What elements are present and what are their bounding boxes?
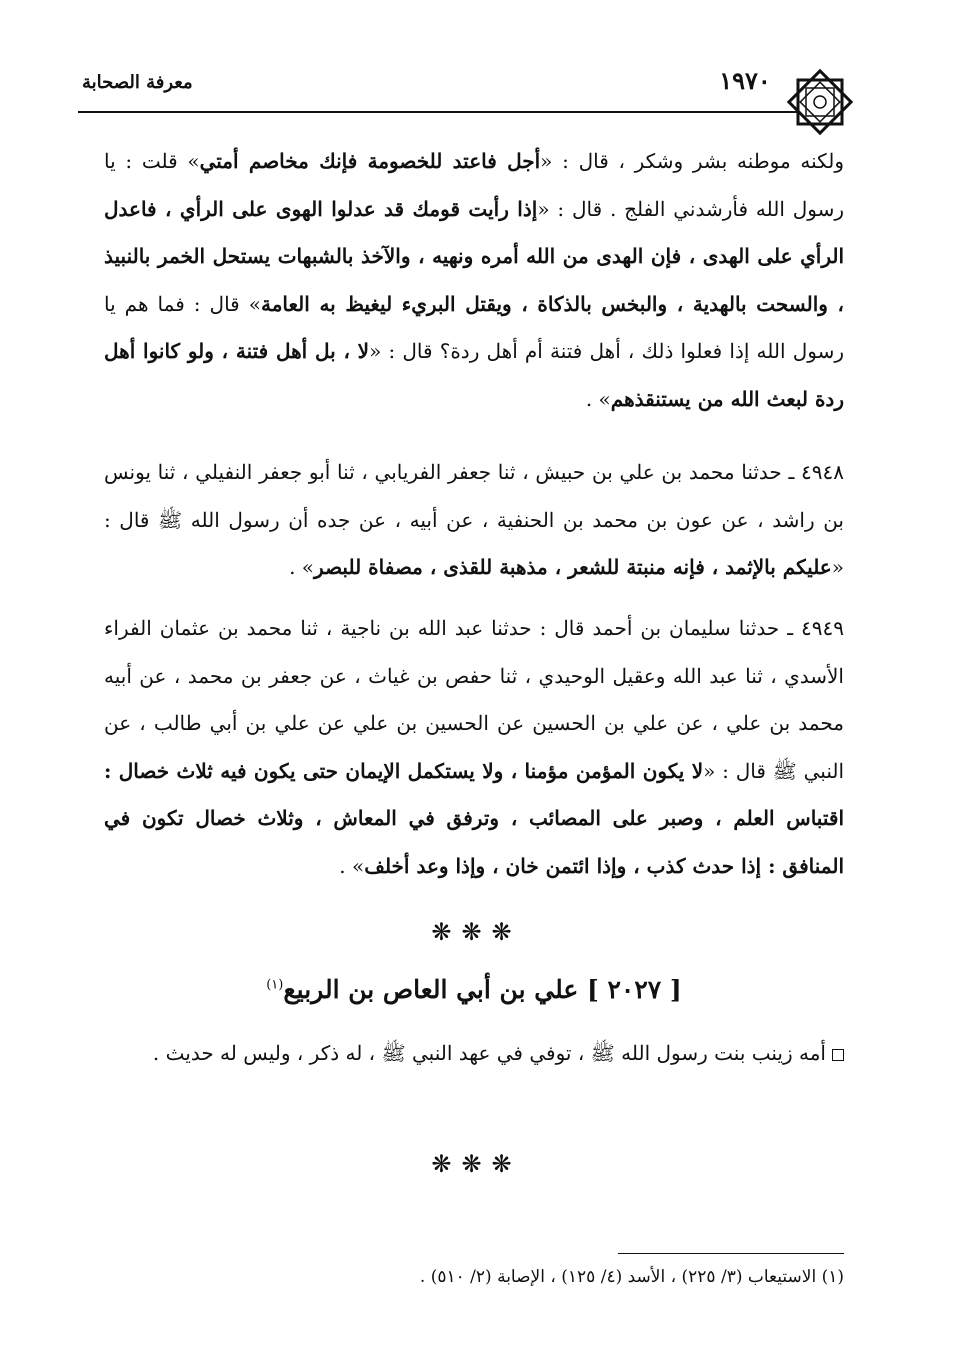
quote-bold: لا ، بل أهل فتنة ، ولو كانوا أهل ردة لبعث الله من يستنقذهم: [104, 339, 844, 411]
hadith-4949: [104, 605, 844, 890]
isnad-text: ٤٩٤٨ ـ حدثنا محمد بن علي بن حبيش ، ثنا جعفر الفريابي ، ثنا أبو جعفر النفيلي ، ثنا يونس بن راشد ، عن عون بن محمد بن الحنفية ، عن أبيه ، عن جده أن رسول الله ﷺ قال : «: [104, 460, 844, 579]
isnad-text: ٤٩٤٩ ـ حدثنا سليمان بن أحمد قال : حدثنا عبد الله بن ناجية ، ثنا محمد بن عثمان الفراء الأسدي ، ثنا عبد الله وعقيل الوحيدي ، ثنا حفص بن غياث ، عن جعفر بن محمد ، عن أبيه محمد بن علي ، عن علي بن الحسين عن الحسين بن علي عن علي بن أبي طالب ، عن النبي ﷺ قال : «: [104, 616, 845, 783]
text-run: » .: [585, 386, 611, 411]
matn-bold: عليكم بالإثمد ، فإنه منبتة للشعر ، مذهبة للقذى ، مصفاة للبصر: [314, 555, 832, 579]
text-run: » قال : فما هم يا رسول الله إذا فعلوا ذلك ، أهل فتنة أم أهل ردة؟ قال : «: [104, 291, 844, 363]
square-bullet-icon: [832, 1049, 844, 1061]
continuation-paragraph: [104, 138, 844, 423]
matn-bold: لا يكون المؤمن مؤمنا ، ولا يستكمل الإيمان حتى يكون فيه ثلاث خصال : اقتباس العلم ، وصبر على المصائب ، وترفق في المعاش ، وثلاث خصال تكون في المنافق : إذا حدث كذب ، وإذا ائتمن خان ، وإذا وعد أخلف: [104, 758, 844, 878]
text-run: » .: [339, 853, 365, 878]
text-run: » قلت : يا رسول الله فأرشدني الفلج . قال : «: [104, 149, 844, 221]
header-rule: [78, 111, 800, 113]
entry-title: [ ٢٠٢٧ ] علي بن أبي العاص بن الربيع: [283, 975, 682, 1004]
footnote: (١) الاستيعاب (٣/ ٢٢٥) ، الأسد (٤/ ١٢٥) ، الإصابة (٢/ ٥١٠) .: [419, 1267, 844, 1287]
section-separator: ❋❋❋: [431, 1150, 522, 1178]
footnote-rule: [618, 1253, 844, 1254]
star-ornament-icon: [784, 66, 856, 138]
quote-bold: أجل فاعتد للخصومة فإنك مخاصم أمتي: [199, 149, 541, 173]
running-title: معرفة الصحابة: [82, 72, 193, 93]
page-number: ١٩٧٠: [719, 66, 771, 95]
section-separator: ❋❋❋: [431, 918, 522, 946]
text-run: » .: [289, 555, 315, 579]
quote-bold: إذا رأيت قومك قد عدلوا الهوى على الرأي ، فاعدل الرأي على الهدى ، فإن الهدى من الله أمره ونهيه ، والآخذ بالشبهات يستحل الخمر بالنبيذ ، والسحت بالهدية ، والبخس بالذكاة ، ويقتل البريء ليغيظ به العامة: [104, 196, 845, 316]
footnote-marker: (١): [266, 977, 284, 993]
text-run: ولكنه موطنه بشر وشكر ، قال : «: [540, 149, 844, 173]
hadith-4948: [104, 449, 844, 592]
entry-heading: [104, 975, 844, 1004]
entry-description: أمه زينب بنت رسول الله ﷺ ، توفي في عهد النبي ﷺ ، له ذكر ، وليس له حديث .: [152, 1041, 826, 1065]
entry-text: [104, 1030, 844, 1078]
